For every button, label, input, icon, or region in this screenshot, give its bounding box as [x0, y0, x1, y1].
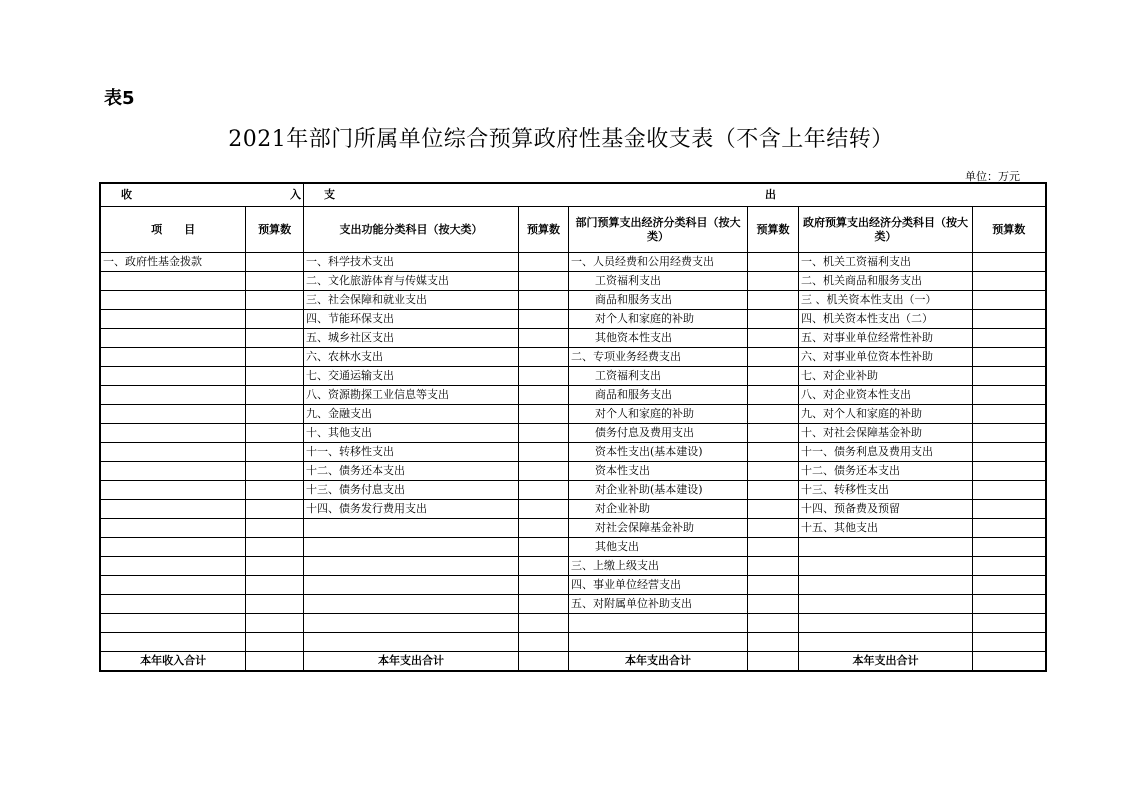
dept-econ-item-cell: 四、事业单位经营支出: [569, 576, 748, 595]
gov-budget-cell[interactable]: [973, 519, 1046, 538]
income-item-cell: [100, 595, 246, 614]
income-item-cell: [100, 424, 246, 443]
income-budget-cell[interactable]: [246, 500, 304, 519]
income-total-value[interactable]: [246, 652, 304, 672]
dept-budget-cell[interactable]: [748, 538, 799, 557]
income-budget-cell[interactable]: [246, 310, 304, 329]
dept-econ-item-cell: 资本性支出: [569, 462, 748, 481]
table-row: [100, 519, 1046, 538]
expense-right-label: 出: [765, 188, 776, 201]
dept-econ-item-cell: 其他资本性支出: [569, 329, 748, 348]
func-budget-cell[interactable]: [519, 291, 569, 310]
func-budget-cell[interactable]: [519, 386, 569, 405]
func-budget-cell[interactable]: [519, 595, 569, 614]
dept-econ-item-cell: 五、对附属单位补助支出: [569, 595, 748, 614]
func-budget-cell[interactable]: [519, 424, 569, 443]
col-header-dept-budget: 预算数: [748, 207, 799, 253]
gov-budget-cell[interactable]: [973, 576, 1046, 595]
func-item-cell: 六、农林水支出: [304, 348, 519, 367]
gov-econ-item-cell: 十、对社会保障基金补助: [799, 424, 973, 443]
func-total-value[interactable]: [519, 652, 569, 672]
income-right-label: 入: [290, 188, 301, 201]
gov-total-label: 本年支出合计: [799, 652, 973, 672]
gov-econ-item-cell: 十三、转移性支出: [799, 481, 973, 500]
func-budget-cell[interactable]: [519, 538, 569, 557]
func-budget-cell[interactable]: [519, 443, 569, 462]
col-header-func: 支出功能分类科目（按大类）: [304, 207, 519, 253]
table-number: 表5: [104, 88, 135, 109]
gov-budget-cell[interactable]: [973, 367, 1046, 386]
func-item-cell: 八、资源勘探工业信息等支出: [304, 386, 519, 405]
income-item-cell: [100, 310, 246, 329]
income-budget-cell[interactable]: [246, 443, 304, 462]
dept-budget-cell[interactable]: [748, 386, 799, 405]
func-budget-cell[interactable]: [519, 614, 569, 633]
func-budget-cell[interactable]: [519, 329, 569, 348]
dept-budget-cell[interactable]: [748, 310, 799, 329]
func-item-cell: [304, 614, 519, 633]
income-item-cell: [100, 500, 246, 519]
gov-econ-item-cell: 三 、机关资本性支出（一）: [799, 291, 973, 310]
gov-budget-cell[interactable]: [973, 386, 1046, 405]
gov-econ-item-cell: [799, 633, 973, 652]
gov-econ-item-cell: 十五、其他支出: [799, 519, 973, 538]
budget-table: [99, 182, 1047, 672]
income-item-cell: [100, 386, 246, 405]
income-item-cell: [100, 633, 246, 652]
income-budget-cell[interactable]: [246, 424, 304, 443]
func-item-cell: 二、文化旅游体育与传媒支出: [304, 272, 519, 291]
dept-econ-item-cell: 其他支出: [569, 538, 748, 557]
unit-label: 单位：万元: [965, 170, 1020, 183]
income-section-header: [100, 183, 304, 207]
table-row: [100, 481, 1046, 500]
func-item-cell: [304, 595, 519, 614]
income-budget-cell[interactable]: [246, 633, 304, 652]
dept-econ-item-cell: 对社会保障基金补助: [569, 519, 748, 538]
func-item-cell: [304, 633, 519, 652]
income-item-cell: [100, 462, 246, 481]
income-item-cell: [100, 538, 246, 557]
dept-econ-item-cell: 对企业补助: [569, 500, 748, 519]
table-row: [100, 405, 1046, 424]
table-row: [100, 538, 1046, 557]
dept-budget-cell[interactable]: [748, 576, 799, 595]
income-item-cell: [100, 272, 246, 291]
gov-econ-item-cell: 十二、债务还本支出: [799, 462, 973, 481]
table-row: [100, 633, 1046, 652]
table-row: [100, 462, 1046, 481]
income-budget-cell[interactable]: [246, 576, 304, 595]
func-budget-cell[interactable]: [519, 367, 569, 386]
dept-econ-item-cell: 商品和服务支出: [569, 386, 748, 405]
func-item-cell: 七、交通运输支出: [304, 367, 519, 386]
gov-budget-cell[interactable]: [973, 462, 1046, 481]
func-item-cell: 五、城乡社区支出: [304, 329, 519, 348]
income-item-cell: [100, 576, 246, 595]
dept-budget-cell[interactable]: [748, 500, 799, 519]
dept-econ-item-cell: 工资福利支出: [569, 367, 748, 386]
dept-econ-item-cell: 商品和服务支出: [569, 291, 748, 310]
dept-budget-cell[interactable]: [748, 367, 799, 386]
table-row: [100, 386, 1046, 405]
func-budget-cell[interactable]: [519, 557, 569, 576]
table-row: [100, 348, 1046, 367]
income-budget-cell[interactable]: [246, 405, 304, 424]
gov-econ-item-cell: [799, 576, 973, 595]
income-budget-cell[interactable]: [246, 367, 304, 386]
dept-econ-item-cell: 二、专项业务经费支出: [569, 348, 748, 367]
dept-budget-cell[interactable]: [748, 633, 799, 652]
dept-total-value[interactable]: [748, 652, 799, 672]
table-row: [100, 329, 1046, 348]
func-budget-cell[interactable]: [519, 481, 569, 500]
income-left-label: 收: [121, 188, 132, 201]
income-total-label: 本年收入合计: [100, 652, 246, 672]
expense-section-header: [304, 183, 1046, 207]
table-row: [100, 576, 1046, 595]
income-item-cell: [100, 481, 246, 500]
gov-econ-item-cell: 一、机关工资福利支出: [799, 253, 973, 272]
dept-budget-cell[interactable]: [748, 291, 799, 310]
income-budget-cell[interactable]: [246, 462, 304, 481]
gov-econ-item-cell: 五、对事业单位经常性补助: [799, 329, 973, 348]
section-header-row: [100, 183, 1046, 207]
income-budget-cell[interactable]: [246, 386, 304, 405]
gov-budget-cell[interactable]: [973, 614, 1046, 633]
income-budget-cell[interactable]: [246, 538, 304, 557]
dept-econ-item-cell: 债务付息及费用支出: [569, 424, 748, 443]
gov-budget-cell[interactable]: [973, 595, 1046, 614]
table-row: [100, 557, 1046, 576]
dept-budget-cell[interactable]: [748, 481, 799, 500]
dept-budget-cell[interactable]: [748, 329, 799, 348]
expense-left-label: 支: [324, 188, 335, 201]
col-header-func-budget: 预算数: [519, 207, 569, 253]
gov-budget-cell[interactable]: [973, 310, 1046, 329]
income-item-cell: [100, 405, 246, 424]
dept-budget-cell[interactable]: [748, 519, 799, 538]
dept-total-label: 本年支出合计: [569, 652, 748, 672]
dept-econ-item-cell: [569, 614, 748, 633]
func-total-label: 本年支出合计: [304, 652, 519, 672]
income-budget-cell[interactable]: [246, 329, 304, 348]
col-header-item: 项 目: [100, 207, 246, 253]
col-header-gov-budget: 预算数: [973, 207, 1046, 253]
gov-budget-cell[interactable]: [973, 253, 1046, 272]
dept-budget-cell[interactable]: [748, 405, 799, 424]
dept-budget-cell[interactable]: [748, 272, 799, 291]
table-row: [100, 291, 1046, 310]
income-budget-cell[interactable]: [246, 253, 304, 272]
func-budget-cell[interactable]: [519, 576, 569, 595]
income-item-cell: [100, 348, 246, 367]
table-row: [100, 367, 1046, 386]
gov-budget-cell[interactable]: [973, 348, 1046, 367]
dept-econ-item-cell: 对个人和家庭的补助: [569, 310, 748, 329]
gov-econ-item-cell: 十四、预备费及预留: [799, 500, 973, 519]
gov-econ-item-cell: 六、对事业单位资本性补助: [799, 348, 973, 367]
table-row: [100, 253, 1046, 272]
func-budget-cell[interactable]: [519, 272, 569, 291]
func-item-cell: [304, 519, 519, 538]
func-budget-cell[interactable]: [519, 253, 569, 272]
dept-econ-item-cell: [569, 633, 748, 652]
income-budget-cell[interactable]: [246, 481, 304, 500]
gov-econ-item-cell: [799, 614, 973, 633]
col-header-gov-econ: 政府预算支出经济分类科目（按大类）: [799, 207, 973, 253]
gov-econ-item-cell: [799, 538, 973, 557]
gov-budget-cell[interactable]: [973, 291, 1046, 310]
income-budget-cell[interactable]: [246, 614, 304, 633]
gov-budget-cell[interactable]: [973, 424, 1046, 443]
func-item-cell: 十二、债务还本支出: [304, 462, 519, 481]
dept-budget-cell[interactable]: [748, 557, 799, 576]
dept-budget-cell[interactable]: [748, 424, 799, 443]
gov-econ-item-cell: 九、对个人和家庭的补助: [799, 405, 973, 424]
income-item-cell: [100, 519, 246, 538]
table-row: [100, 272, 1046, 291]
dept-budget-cell[interactable]: [748, 253, 799, 272]
dept-budget-cell[interactable]: [748, 614, 799, 633]
income-item-cell: [100, 443, 246, 462]
gov-budget-cell[interactable]: [973, 405, 1046, 424]
gov-budget-cell[interactable]: [973, 500, 1046, 519]
table-row: [100, 614, 1046, 633]
income-item-cell: 一、政府性基金拨款: [100, 253, 246, 272]
func-item-cell: [304, 557, 519, 576]
income-budget-cell[interactable]: [246, 557, 304, 576]
dept-econ-item-cell: 对企业补助(基本建设): [569, 481, 748, 500]
dept-econ-item-cell: 对个人和家庭的补助: [569, 405, 748, 424]
func-budget-cell[interactable]: [519, 405, 569, 424]
table-row: [100, 424, 1046, 443]
gov-budget-cell[interactable]: [973, 443, 1046, 462]
col-header-dept-econ: 部门预算支出经济分类科目（按大类）: [569, 207, 748, 253]
func-budget-cell[interactable]: [519, 462, 569, 481]
func-item-cell: 三、社会保障和就业支出: [304, 291, 519, 310]
gov-econ-item-cell: 四、机关资本性支出（二）: [799, 310, 973, 329]
income-item-cell: [100, 614, 246, 633]
func-item-cell: 四、节能环保支出: [304, 310, 519, 329]
func-item-cell: 十三、债务付息支出: [304, 481, 519, 500]
func-item-cell: 九、金融支出: [304, 405, 519, 424]
gov-econ-item-cell: 十一、债务利息及费用支出: [799, 443, 973, 462]
gov-budget-cell[interactable]: [973, 538, 1046, 557]
dept-econ-item-cell: 三、上缴上级支出: [569, 557, 748, 576]
func-item-cell: [304, 576, 519, 595]
table-row: [100, 500, 1046, 519]
income-budget-cell[interactable]: [246, 595, 304, 614]
gov-econ-item-cell: 八、对企业资本性支出: [799, 386, 973, 405]
func-item-cell: 十四、债务发行费用支出: [304, 500, 519, 519]
func-budget-cell[interactable]: [519, 310, 569, 329]
column-header-row: [100, 207, 1046, 253]
income-item-cell: [100, 329, 246, 348]
gov-econ-item-cell: 七、对企业补助: [799, 367, 973, 386]
dept-budget-cell[interactable]: [748, 462, 799, 481]
gov-budget-cell[interactable]: [973, 633, 1046, 652]
totals-row: [100, 652, 1046, 672]
dept-econ-item-cell: 资本性支出(基本建设): [569, 443, 748, 462]
income-budget-cell[interactable]: [246, 272, 304, 291]
table-row: [100, 443, 1046, 462]
func-budget-cell[interactable]: [519, 633, 569, 652]
page-title: 2021年部门所属单位综合预算政府性基金收支表（不含上年结转）: [228, 127, 894, 152]
dept-budget-cell[interactable]: [748, 595, 799, 614]
dept-budget-cell[interactable]: [748, 443, 799, 462]
gov-budget-cell[interactable]: [973, 272, 1046, 291]
income-item-cell: [100, 291, 246, 310]
gov-budget-cell[interactable]: [973, 557, 1046, 576]
gov-budget-cell[interactable]: [973, 481, 1046, 500]
col-header-income-budget: 预算数: [246, 207, 304, 253]
func-item-cell: [304, 538, 519, 557]
dept-budget-cell[interactable]: [748, 348, 799, 367]
gov-econ-item-cell: [799, 595, 973, 614]
income-item-cell: [100, 557, 246, 576]
func-item-cell: 十一、转移性支出: [304, 443, 519, 462]
dept-econ-item-cell: 一、人员经费和公用经费支出: [569, 253, 748, 272]
table-row: [100, 310, 1046, 329]
func-budget-cell[interactable]: [519, 348, 569, 367]
func-budget-cell[interactable]: [519, 519, 569, 538]
income-item-cell: [100, 367, 246, 386]
func-item-cell: 一、科学技术支出: [304, 253, 519, 272]
func-item-cell: 十、其他支出: [304, 424, 519, 443]
income-budget-cell[interactable]: [246, 291, 304, 310]
income-budget-cell[interactable]: [246, 348, 304, 367]
income-budget-cell[interactable]: [246, 519, 304, 538]
gov-budget-cell[interactable]: [973, 329, 1046, 348]
gov-total-value[interactable]: [973, 652, 1046, 672]
func-budget-cell[interactable]: [519, 500, 569, 519]
dept-econ-item-cell: 工资福利支出: [569, 272, 748, 291]
gov-econ-item-cell: [799, 557, 973, 576]
gov-econ-item-cell: 二、机关商品和服务支出: [799, 272, 973, 291]
table-row: [100, 595, 1046, 614]
